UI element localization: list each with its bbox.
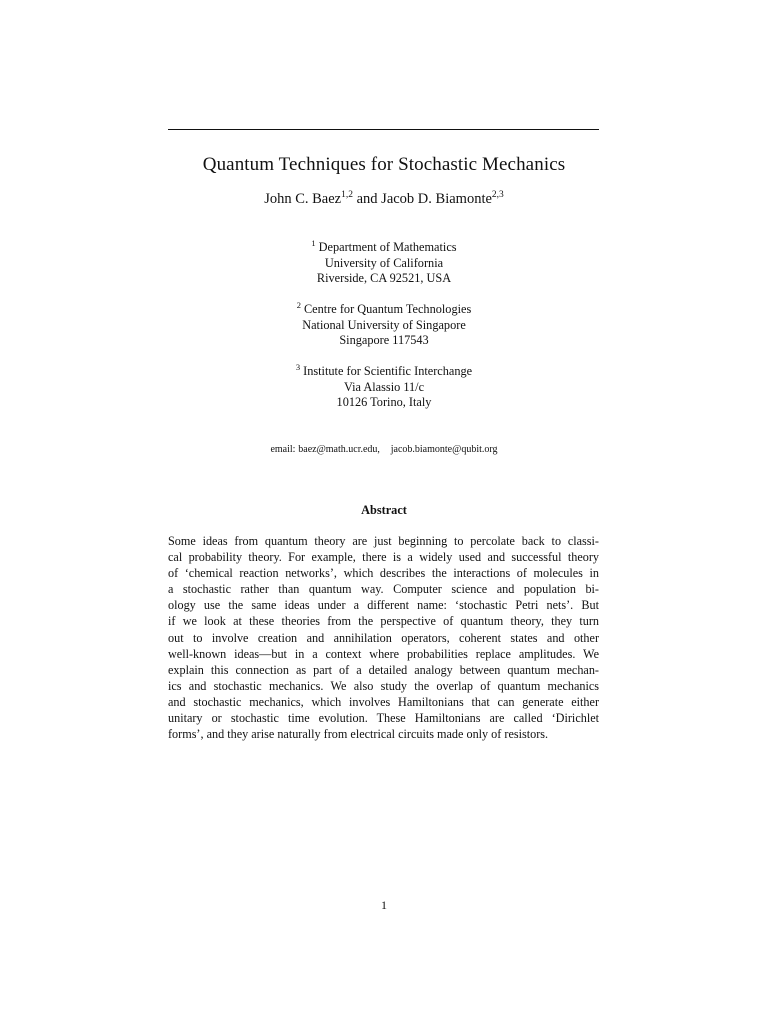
abstract-body — [168, 533, 599, 742]
author-name: Jacob D. Biamonte — [381, 191, 492, 207]
affiliation-mark: 2 — [296, 300, 301, 310]
page-number: 1 — [381, 898, 387, 912]
author-joiner: and — [356, 191, 378, 207]
affiliation-line: National University of Singapore — [302, 317, 466, 332]
abstract-line: unitary or stochastic time evolution. These Hamiltonians are called ‘Dirichlet — [168, 711, 599, 726]
affiliation-line: Institute for Scientific Interchange — [303, 364, 473, 378]
affiliation-line: Riverside, CA 92521, USA — [316, 271, 452, 286]
affiliation-line: University of California — [324, 255, 444, 270]
abstract-line: and stochastic mechanics, which involves Hamiltonians that can generate either — [168, 694, 599, 709]
affiliation-line: 10126 Torino, Italy — [336, 395, 432, 410]
affiliation-mark: 3 — [295, 362, 301, 372]
affiliation-line: Centre for Quantum Technologies — [303, 302, 472, 316]
affiliation-line: Singapore 117543 — [339, 333, 429, 348]
abstract-line: forms’, and they arise naturally from electrical circuits made only of resistors. — [168, 727, 549, 742]
abstract-line: out to involve creation and annihilation operators, coherent states and other — [168, 630, 599, 645]
abstract-line: of ‘chemical reaction networks’, which describes the interactions of molecules in — [168, 566, 599, 581]
abstract-line: explain this connection as part of a detailed analogy between quantum mechan- — [168, 662, 599, 677]
author-affil-marks: 2,3 — [491, 190, 504, 200]
affiliation-1 — [0, 240, 768, 287]
abstract-line: a stochastic rather than quantum way. Computer science and population bi- — [168, 582, 599, 597]
abstract-line: if we look at these theories from the perspective of quantum theory, they turn — [168, 614, 599, 629]
abstract-heading: Abstract — [361, 503, 407, 517]
abstract-line: ics and stochastic mechanics. We also study the overlap of quantum mechanics — [168, 678, 599, 693]
affiliation-2 — [0, 302, 768, 349]
abstract-line: Some ideas from quantum theory are just beginning to percolate back to classi- — [168, 534, 599, 548]
top-rule — [168, 129, 599, 130]
email-label: email: — [270, 444, 296, 455]
author-affil-marks: 1,2 — [341, 190, 353, 200]
author-line — [0, 191, 768, 208]
paper-title: Quantum Techniques for Stochastic Mechanics — [202, 154, 566, 175]
author-name: John C. Baez — [264, 191, 342, 207]
abstract-line: ology use the same ideas under a different name: ‘stochastic Petri nets’. But — [168, 598, 599, 613]
affiliation-line: Via Alassio 11/c — [343, 379, 425, 394]
email-address[interactable]: baez@math.ucr.edu, — [298, 444, 380, 455]
email-line — [0, 444, 768, 455]
affiliation-line: Department of Mathematics — [318, 240, 457, 254]
email-address[interactable]: jacob.biamonte@qubit.org — [390, 444, 498, 455]
affiliation-mark: 1 — [311, 238, 316, 248]
abstract-line: well-known ideas—but in a context where probabilities replace amplitudes. We — [168, 646, 599, 661]
abstract-line: cal probability theory. For example, there is a widely used and successful theory — [168, 550, 599, 565]
affiliation-3 — [0, 364, 768, 411]
